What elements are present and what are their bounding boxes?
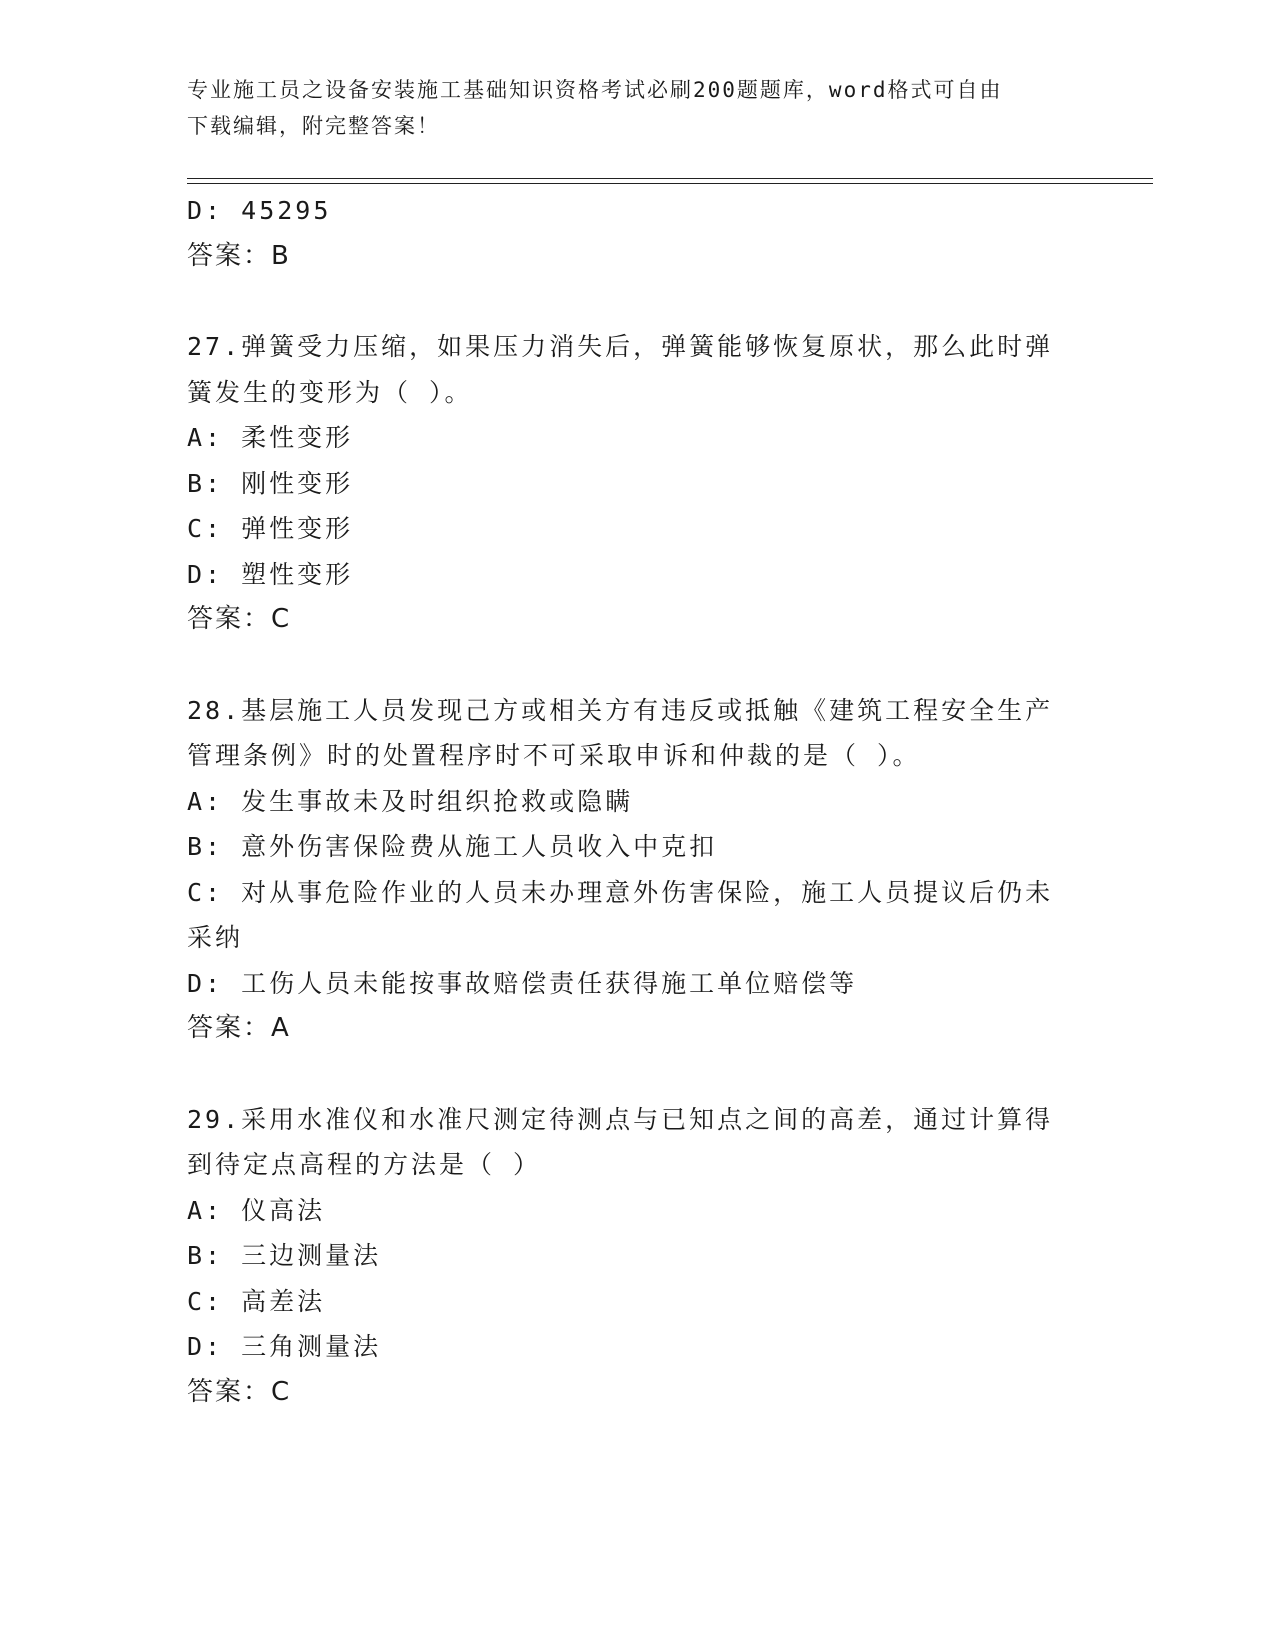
answer-line: 答案：C (187, 604, 292, 634)
header-title-line-2: 下载编辑，附完整答案！ (187, 114, 440, 138)
answer-line: 答案：B (187, 240, 291, 271)
spacer (187, 1052, 1087, 1097)
question-stem-line: 管理条例》时的处置程序时不可采取申诉和仲裁的是（ ）。 (187, 741, 921, 770)
question-28 (187, 688, 1087, 1052)
question-27 (187, 324, 1087, 643)
question-stem-line: 27.弹簧受力压缩，如果压力消失后，弹簧能够恢复原状，那么此时弹 (187, 332, 1054, 361)
option-d: D: 塑性变形 (187, 559, 354, 589)
question-stem-line: 28.基层施工人员发现己方或相关方有违反或抵触《建筑工程安全生产 (187, 695, 1054, 725)
question-body (187, 188, 1087, 1415)
option-a: A: 柔性变形 (187, 423, 354, 452)
answer-line: 答案：A (187, 1013, 291, 1043)
header-title-line-1: 专业施工员之设备安装施工基础知识资格考试必刷200题题库，word格式可自由 (187, 78, 1003, 102)
question-stem-line: 簧发生的变形为（ ）。 (187, 377, 473, 407)
question-stem-line: 29.采用水准仪和水准尺测定待测点与已知点之间的高差，通过计算得 (187, 1104, 1054, 1134)
option-b: B: 意外伤害保险费从施工人员收入中克扣 (187, 832, 718, 861)
question-stem-line: 到待定点高程的方法是（ ） (187, 1150, 542, 1179)
carryover-question-26 (187, 188, 1087, 279)
option-d: D: 三角测量法 (187, 1332, 382, 1361)
option-c: C: 高差法 (187, 1286, 326, 1316)
option-d: D: 45295 (187, 196, 332, 225)
option-a: A: 仪高法 (187, 1195, 326, 1225)
option-b: B: 刚性变形 (187, 468, 354, 498)
option-c: C: 弹性变形 (187, 514, 354, 543)
option-c: C: 对从事危险作业的人员未办理意外伤害保险，施工人员提议后仍未 (187, 877, 1054, 907)
spacer (187, 643, 1087, 688)
option-d: D: 工伤人员未能按事故赔偿责任获得施工单位赔偿等 (187, 968, 858, 998)
answer-line: 答案：C (187, 1376, 292, 1407)
question-29 (187, 1097, 1087, 1416)
option-c-continued: 采纳 (187, 923, 244, 952)
page-header (187, 72, 1067, 144)
option-b: B: 三边测量法 (187, 1241, 382, 1270)
spacer (187, 279, 1087, 324)
option-a: A: 发生事故未及时组织抢救或隐瞒 (187, 786, 634, 816)
header-divider (187, 178, 1153, 184)
